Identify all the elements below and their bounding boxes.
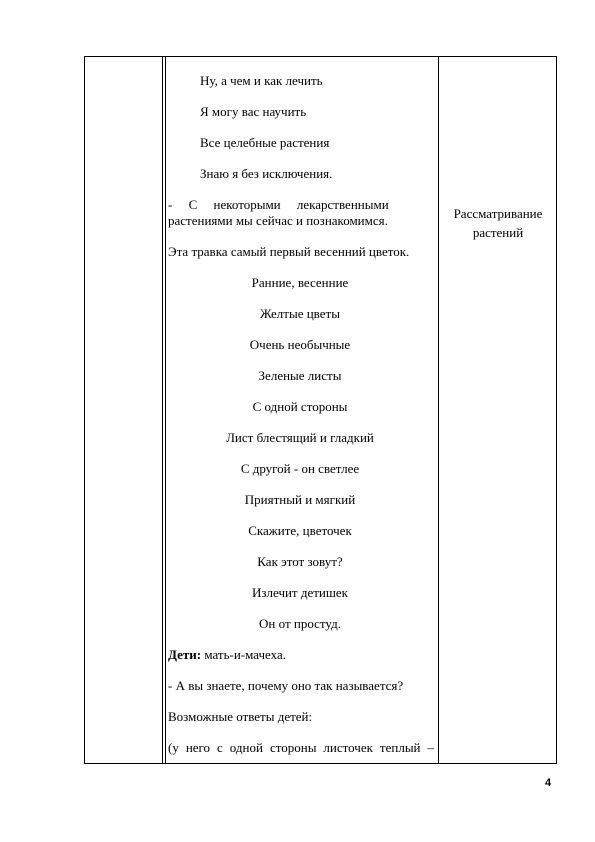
poem-line: Излечит детишек [251,585,348,600]
text-line: Все целебные растения [200,135,330,150]
poem-line: Очень необычные [249,337,351,352]
text-line: - А вы знаете, почему оно так называется? [168,678,404,693]
table-border-right [556,57,557,763]
text-line: растениями мы сейчас и познакомимся. [168,213,388,228]
poem-line: Скажите, цветочек [248,523,352,538]
poem-line: С другой - он светлее [240,461,360,476]
text-line: Возможные ответы детей: [168,709,313,724]
table-border-left [84,57,85,763]
text-line: Эта травка самый первый весенний цветок. [168,244,410,259]
poem-line: Приятный и мягкий [244,492,356,507]
poem-line: С одной стороны [252,399,348,414]
poem-line: Лист блестящий и гладкий [226,430,374,445]
poem-line: Зеленые листы [258,368,342,383]
side-cell-line: Рассматривание [453,206,543,221]
text-line: Знаю я без исключения. [200,166,333,181]
poem-line: Желтые цветы [260,306,340,321]
poem-line: Он от простуд. [259,616,341,631]
table-divider-1 [162,57,163,763]
text-line: Ну, а чем и как лечить [200,73,323,88]
text-line: Я могу вас научить [200,104,307,119]
table-divider-2 [438,57,439,763]
text-line: (у него с одной стороны листочек теплый – [168,740,434,755]
text-line: - С некоторыми лекарственными [168,197,389,212]
side-cell-line: растений [472,225,524,240]
children-label: Дети: [168,647,202,662]
poem-line: Как этот зовут? [257,554,343,569]
poem-line: Ранние, весенние [251,275,349,290]
page-number: 4 [545,777,552,789]
children-answer-text: мать-и-мачеха. [201,647,286,662]
children-answer [168,647,286,662]
